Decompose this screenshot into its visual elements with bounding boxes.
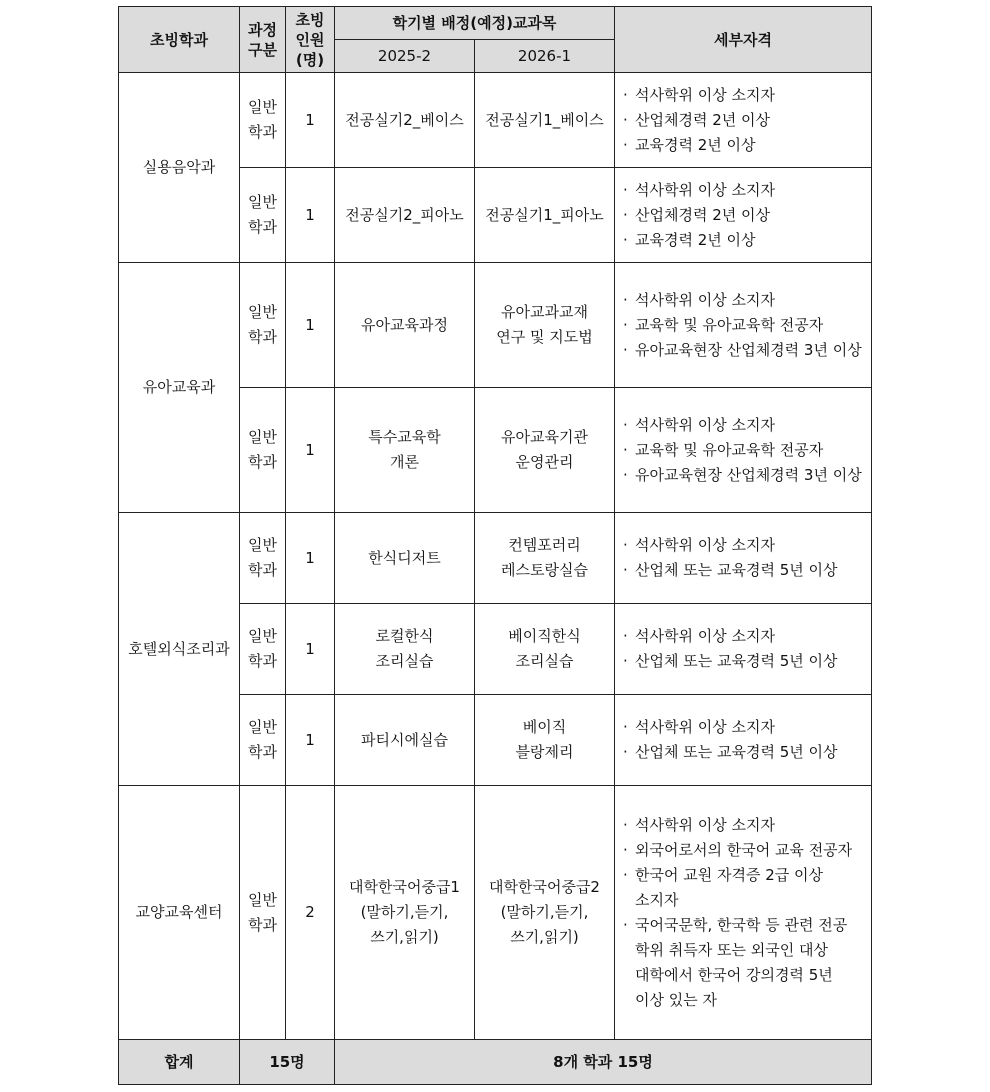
qualification-item: · 유아교육현장 산업체경력 3년 이상 [621, 463, 865, 488]
qualifications-cell [615, 513, 872, 604]
subject-2026-1-cell: 전공실기1_피아노 [475, 168, 615, 263]
course-type-cell: 일반 학과 [240, 786, 286, 1040]
subject-2026-1-cell: 대학한국어중급2 (말하기,듣기, 쓰기,읽기) [475, 786, 615, 1040]
recruitment-table [118, 6, 872, 1085]
qualification-item: · 석사학위 이상 소지자 [621, 813, 865, 838]
qualification-item: · 국어국문학, 한국학 등 관련 전공 학위 취득자 또는 외국인 대상 대학에서 한국어 강의경력 5년 이상 있는 자 [621, 913, 865, 1013]
qualification-item: · 석사학위 이상 소지자 [621, 533, 865, 558]
qualifications-cell [615, 695, 872, 786]
qualification-list [615, 83, 871, 158]
qualification-item: · 산업체 또는 교육경력 5년 이상 [621, 740, 865, 765]
dept-cell: 교양교육센터 [119, 786, 240, 1040]
qualification-item: · 산업체경력 2년 이상 [621, 203, 865, 228]
headcount-cell: 1 [286, 513, 335, 604]
table-row [119, 513, 872, 604]
qualification-item: · 산업체경력 2년 이상 [621, 108, 865, 133]
subject-2025-2-cell: 대학한국어중급1 (말하기,듣기, 쓰기,읽기) [335, 786, 475, 1040]
headcount-cell: 1 [286, 168, 335, 263]
course-type-cell: 일반 학과 [240, 695, 286, 786]
table-body [119, 73, 872, 1040]
header-qualifications: 세부자격 [615, 7, 872, 73]
subject-2026-1-cell: 컨템포러리 레스토랑실습 [475, 513, 615, 604]
qualification-item: · 석사학위 이상 소지자 [621, 178, 865, 203]
dept-cell: 호텔외식조리과 [119, 513, 240, 786]
subject-2026-1-cell: 전공실기1_베이스 [475, 73, 615, 168]
subject-2025-2-cell: 유아교육과정 [335, 263, 475, 388]
qualification-item: · 석사학위 이상 소지자 [621, 715, 865, 740]
course-type-cell: 일반 학과 [240, 513, 286, 604]
subject-2025-2-cell: 전공실기2_피아노 [335, 168, 475, 263]
course-type-cell: 일반 학과 [240, 168, 286, 263]
qualification-item: · 한국어 교원 자격증 2급 이상 소지자 [621, 863, 865, 913]
footer-label: 합계 [119, 1040, 240, 1085]
table-header [119, 7, 872, 73]
qualification-list [615, 813, 871, 1013]
qualifications-cell [615, 786, 872, 1040]
header-sem2: 2026-1 [475, 40, 615, 73]
qualification-item: · 교육학 및 유아교육학 전공자 [621, 313, 865, 338]
qualifications-cell [615, 604, 872, 695]
qualification-list [615, 288, 871, 363]
qualifications-cell [615, 263, 872, 388]
qualification-item: · 교육경력 2년 이상 [621, 228, 865, 253]
header-course-type: 과정 구분 [240, 7, 286, 73]
qualifications-cell [615, 388, 872, 513]
headcount-cell: 1 [286, 388, 335, 513]
table-footer [119, 1040, 872, 1085]
table-row [119, 73, 872, 168]
qualification-list [615, 178, 871, 253]
headcount-cell: 2 [286, 786, 335, 1040]
dept-cell: 유아교육과 [119, 263, 240, 513]
qualification-item: · 교육학 및 유아교육학 전공자 [621, 438, 865, 463]
dept-cell: 실용음악과 [119, 73, 240, 263]
qualification-item: · 외국어로서의 한국어 교육 전공자 [621, 838, 865, 863]
table-row [119, 263, 872, 388]
course-type-cell: 일반 학과 [240, 73, 286, 168]
headcount-cell: 1 [286, 695, 335, 786]
qualification-item: · 석사학위 이상 소지자 [621, 83, 865, 108]
qualifications-cell [615, 168, 872, 263]
qualification-item: · 석사학위 이상 소지자 [621, 288, 865, 313]
qualifications-cell [615, 73, 872, 168]
qualification-list [615, 533, 871, 583]
subject-2026-1-cell: 베이직 블랑제리 [475, 695, 615, 786]
course-type-cell: 일반 학과 [240, 388, 286, 513]
header-dept: 초빙학과 [119, 7, 240, 73]
header-headcount: 초빙 인원 (명) [286, 7, 335, 73]
qualification-item: · 석사학위 이상 소지자 [621, 624, 865, 649]
header-subjects: 학기별 배정(예정)교과목 [335, 7, 615, 40]
course-type-cell: 일반 학과 [240, 604, 286, 695]
subject-2026-1-cell: 베이직한식 조리실습 [475, 604, 615, 695]
qualification-item: · 산업체 또는 교육경력 5년 이상 [621, 649, 865, 674]
subject-2025-2-cell: 특수교육학 개론 [335, 388, 475, 513]
qualification-item: · 유아교육현장 산업체경력 3년 이상 [621, 338, 865, 363]
headcount-cell: 1 [286, 604, 335, 695]
footer-summary: 8개 학과 15명 [335, 1040, 872, 1085]
subject-2026-1-cell: 유아교육기관 운영관리 [475, 388, 615, 513]
headcount-cell: 1 [286, 263, 335, 388]
subject-2025-2-cell: 한식디저트 [335, 513, 475, 604]
course-type-cell: 일반 학과 [240, 263, 286, 388]
headcount-cell: 1 [286, 73, 335, 168]
qualification-list [615, 715, 871, 765]
footer-total: 15명 [240, 1040, 335, 1085]
subject-2026-1-cell: 유아교과교재 연구 및 지도법 [475, 263, 615, 388]
qualification-list [615, 413, 871, 488]
subject-2025-2-cell: 파티시에실습 [335, 695, 475, 786]
subject-2025-2-cell: 로컬한식 조리실습 [335, 604, 475, 695]
qualification-item: · 석사학위 이상 소지자 [621, 413, 865, 438]
subject-2025-2-cell: 전공실기2_베이스 [335, 73, 475, 168]
table-row [119, 786, 872, 1040]
header-sem1: 2025-2 [335, 40, 475, 73]
qualification-item: · 산업체 또는 교육경력 5년 이상 [621, 558, 865, 583]
qualification-item: · 교육경력 2년 이상 [621, 133, 865, 158]
qualification-list [615, 624, 871, 674]
